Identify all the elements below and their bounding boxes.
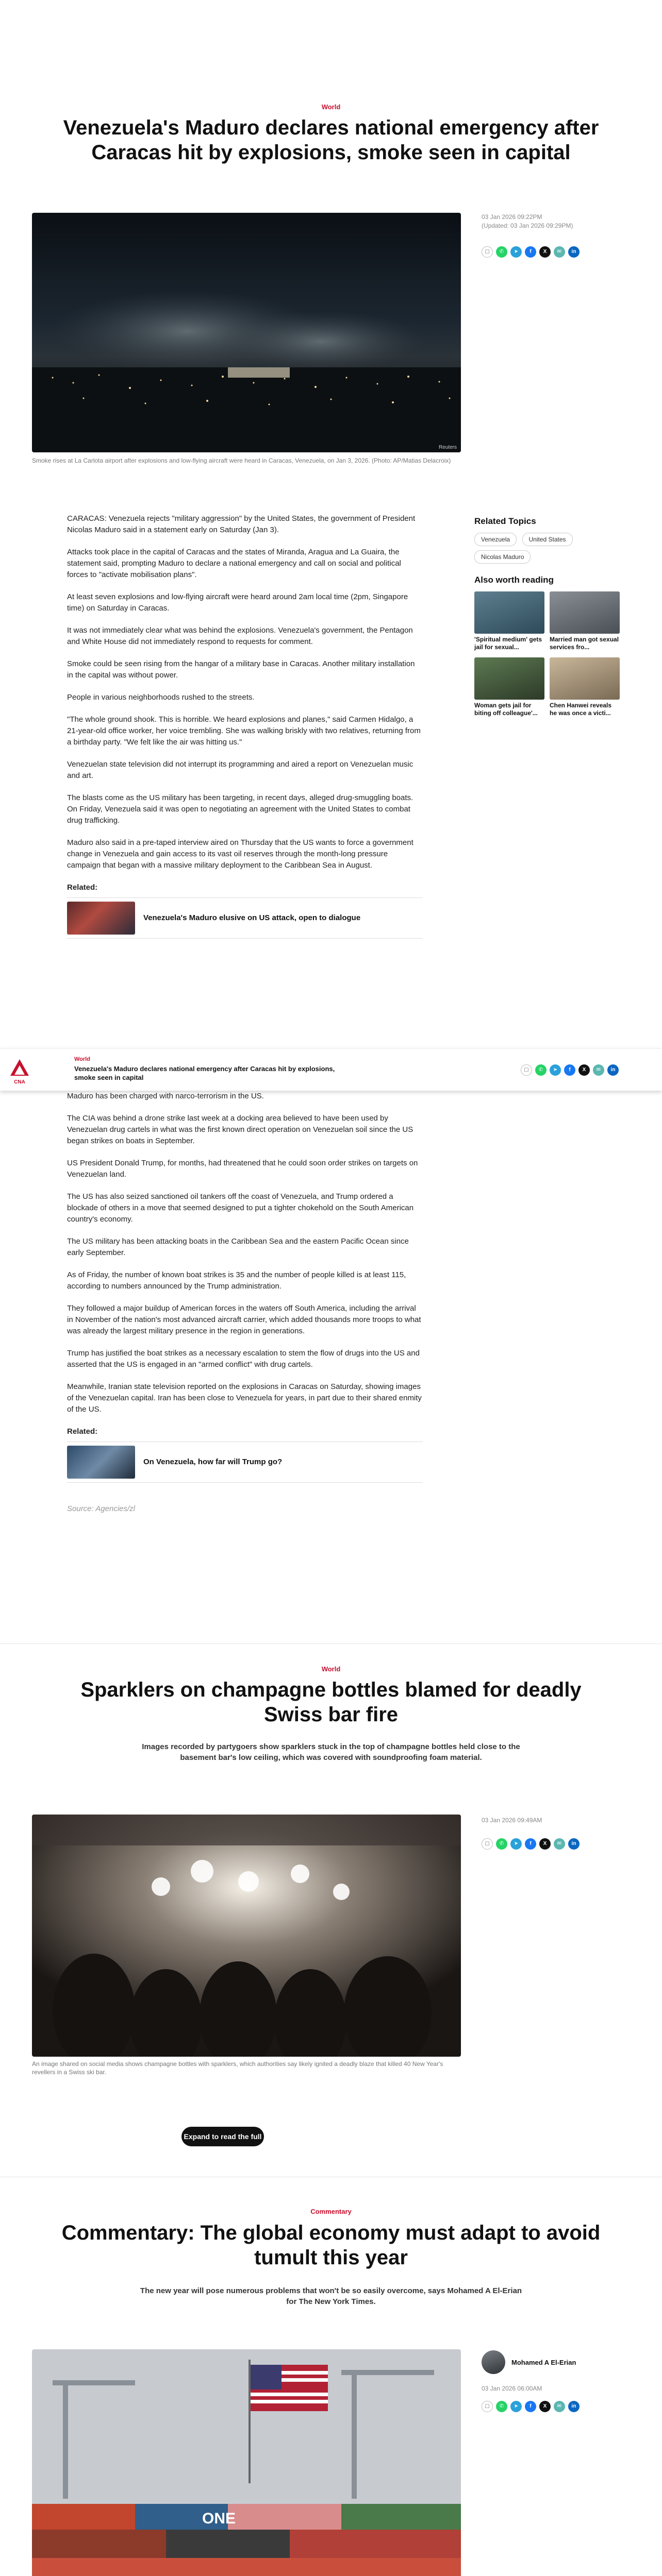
- recommended-title[interactable]: Married man got sexual services fro...: [550, 636, 619, 651]
- paragraph: Smoke could be seen rising from the hangar of a military base in Caracas. Another military installation in the capital was without power.: [67, 659, 415, 680]
- image-caption: Smoke rises at La Carlota airport after explosions and low-flying aircraft were heard in Caracas, Venezuela, on Jan 3, 2026. (Photo: AP/Matias Delacroix): [32, 457, 451, 464]
- topic-list: [474, 533, 620, 568]
- hero-image: [32, 2349, 461, 2576]
- sticky-article-bar: [0, 1048, 662, 1091]
- published-time: 03 Jan 2026 09:49AM: [482, 1817, 542, 1824]
- related-title[interactable]: On Venezuela, how far will Trump go?: [143, 1458, 283, 1466]
- facebook-icon[interactable]: f: [525, 246, 536, 258]
- linkedin-icon[interactable]: in: [568, 246, 580, 258]
- related-label: Related:: [67, 1427, 98, 1436]
- expand-story-button[interactable]: Expand to read the full story: [181, 2127, 264, 2146]
- whatsapp-icon[interactable]: ✆: [535, 1064, 547, 1076]
- share-bar: [482, 2401, 580, 2412]
- image-credit: Reuters: [438, 445, 457, 450]
- related-title[interactable]: Venezuela's Maduro elusive on US attack, open to dialogue: [143, 913, 361, 922]
- published-time: 03 Jan 2026 09:22PM: [482, 213, 542, 221]
- paragraph: The CIA was behind a drone strike last week at a docking area believed to have been used by Venezuelan drug cartels in what was the first known direct operation on Venezuelan soil since the US began strikes on boats in September.: [67, 1114, 413, 1145]
- cna-logo[interactable]: CNA: [8, 1058, 31, 1081]
- email-icon[interactable]: ✉: [554, 1838, 565, 1850]
- published-time: 03 Jan 2026 06:00AM: [482, 2385, 542, 2392]
- paragraph: "The whole ground shook. This is horrible. We heard explosions and planes," said Carmen Hidalgo, a 21-year-old office worker, her voice trembling. She was walking briskly with two relatives, returning from a birthday party. "We felt like the air was hitting us.": [67, 715, 421, 747]
- port-containers-photo: [32, 2349, 461, 2576]
- paragraph: US President Donald Trump, for months, had threatened that he could soon order strikes on targets on Venezuelan land.: [67, 1159, 418, 1179]
- recommended-item[interactable]: [474, 591, 544, 651]
- paragraph: As of Friday, the number of known boat strikes is 35 and the number of people killed is at least 115, according to numbers announced by the Trump administration.: [67, 1270, 406, 1291]
- article-headline: Venezuela's Maduro declares national emergency after Caracas hit by explosions, smoke seen in capital: [63, 116, 599, 164]
- recommended-item[interactable]: [474, 657, 544, 717]
- x-icon[interactable]: X: [539, 246, 551, 258]
- also-worth-reading-title: Also worth reading: [474, 575, 554, 585]
- email-icon[interactable]: ✉: [554, 246, 565, 258]
- linkedin-icon[interactable]: in: [568, 2401, 580, 2412]
- hero-image: [32, 1815, 461, 2057]
- article-category[interactable]: Commentary: [310, 2208, 352, 2215]
- article-timestamp: [482, 213, 573, 230]
- paragraph: Meanwhile, Iranian state television reported on the explosions in Caracas on Saturday, showing images of the Venezuelan capital. Iran has been close to Venezuela for years, in part due to their shared enmity of the US.: [67, 1382, 422, 1414]
- recommended-title[interactable]: Chen Hanwei reveals he was once a victi...: [550, 702, 612, 717]
- paragraph: People in various neighborhoods rushed to the streets.: [67, 693, 255, 702]
- linkedin-icon[interactable]: in: [607, 1064, 619, 1076]
- bookmark-icon[interactable]: ☐: [521, 1064, 532, 1076]
- paragraph: At least seven explosions and low-flying aircraft were heard around 2am local time (2pm, Singapore time) on Saturday in Caracas.: [67, 592, 408, 613]
- article-divider: [0, 1643, 662, 1644]
- article-category[interactable]: World: [321, 103, 341, 111]
- article-category[interactable]: World: [321, 1665, 341, 1673]
- related-thumbnail: [67, 902, 135, 935]
- sidebar: [474, 516, 620, 717]
- svg-text:ONE: ONE: [202, 2510, 236, 2527]
- author-block[interactable]: [482, 2350, 576, 2374]
- also-worth-reading-list: [474, 591, 620, 717]
- sticky-category[interactable]: World: [74, 1056, 90, 1062]
- paragraph: Maduro has been charged with narco-terrorism in the US.: [67, 1092, 264, 1100]
- facebook-icon[interactable]: f: [525, 1838, 536, 1850]
- paragraph: It was not immediately clear what was behind the explosions. Venezuela's government, the Pentagon and White House did not immediately respond to requests for comment.: [67, 626, 413, 646]
- article-body: [67, 513, 423, 939]
- related-topics-title: Related Topics: [474, 516, 536, 526]
- article-body-continued: [67, 1091, 423, 1515]
- paragraph: The US has also seized sanctioned oil tankers off the coast of Venezuela, and Trump ordered a blockade of others in a move that seemed designed to put a tighter chokehold on the South American country's economy.: [67, 1192, 414, 1224]
- paragraph: The US military has been attacking boats in the Caribbean Sea and the eastern Pacific Ocean since early September.: [67, 1237, 409, 1257]
- sticky-share-bar: [521, 1064, 619, 1076]
- facebook-icon[interactable]: f: [525, 2401, 536, 2412]
- hero-image: [32, 213, 461, 452]
- topic-tag[interactable]: Nicolas Maduro: [474, 550, 531, 564]
- recommended-item[interactable]: [550, 591, 620, 651]
- paragraph: Attacks took place in the capital of Caracas and the states of Miranda, Aragua and La Guaira, the statement said, prompting Maduro to declare a national emergency and call on social and political forces to "activate mobilisation plans".: [67, 548, 401, 579]
- bar-sparklers-photo: [32, 1815, 461, 2057]
- x-icon[interactable]: X: [539, 1838, 551, 1850]
- related-article[interactable]: [67, 1442, 423, 1483]
- article-headline: Commentary: The global economy must adapt to avoid tumult this year: [61, 2222, 601, 2269]
- paragraph: They followed a major buildup of American forces in the waters off South America, including the arrival in November of the nation's most advanced aircraft carrier, which added thousands more troops to what was already the largest military presence in the region in generations.: [67, 1304, 421, 1335]
- recommended-thumbnail: [474, 591, 544, 634]
- topic-tag[interactable]: United States: [522, 533, 573, 546]
- bookmark-icon[interactable]: ☐: [482, 1838, 493, 1850]
- article-headline: Sparklers on champagne bottles blamed for deadly Swiss bar fire: [80, 1679, 582, 1726]
- paragraph: Trump has justified the boat strikes as a necessary escalation to stem the flow of drugs into the US and asserted that the US is engaged in an "armed conflict" with drug cartels.: [67, 1349, 420, 1369]
- recommended-thumbnail: [550, 657, 620, 700]
- related-article[interactable]: [67, 897, 423, 939]
- article-summary: Images recorded by partygoers show sparklers stuck in the top of champagne bottles held close to the basement bar's low ceiling, which was covered with soundproofing foam material.: [142, 1742, 520, 1762]
- x-icon[interactable]: X: [578, 1064, 590, 1076]
- recommended-thumbnail: [474, 657, 544, 700]
- related-label: Related:: [67, 883, 98, 892]
- article-summary: The new year will pose numerous problems that won't be so easily overcome, says Mohamed A El-Erian for The New York Times.: [140, 2286, 522, 2306]
- telegram-icon[interactable]: ➤: [550, 1064, 561, 1076]
- updated-time: (Updated: 03 Jan 2026 09:29PM): [482, 222, 573, 229]
- telegram-icon[interactable]: ➤: [510, 246, 522, 258]
- share-bar: [482, 1838, 580, 1850]
- bookmark-icon[interactable]: ☐: [482, 246, 493, 258]
- x-icon[interactable]: X: [539, 2401, 551, 2412]
- bookmark-icon[interactable]: ☐: [482, 2401, 493, 2412]
- email-icon[interactable]: ✉: [593, 1064, 604, 1076]
- article-source: Source: Agencies/zl: [67, 1504, 136, 1513]
- recommended-thumbnail: [550, 591, 620, 634]
- email-icon[interactable]: ✉: [554, 2401, 565, 2412]
- whatsapp-icon[interactable]: ✆: [496, 1838, 507, 1850]
- share-bar: [482, 246, 580, 258]
- paragraph: CARACAS: Venezuela rejects "military aggression" by the United States, the government of President Nicolas Maduro said in a statement early on Saturday (Jan 3).: [67, 514, 416, 534]
- author-name[interactable]: Mohamed A El-Erian: [511, 2358, 576, 2366]
- recommended-title[interactable]: 'Spiritual medium' gets jail for sexual...: [474, 636, 542, 651]
- whatsapp-icon[interactable]: ✆: [496, 246, 507, 258]
- topic-tag[interactable]: Venezuela: [474, 533, 517, 546]
- sticky-headline: Venezuela's Maduro declares national emergency after Caracas hit by explosions, smoke seen in capital: [74, 1065, 335, 1081]
- facebook-icon[interactable]: f: [564, 1064, 575, 1076]
- paragraph: Venezuelan state television did not interrupt its programming and aired a report on Venezuelan music and art.: [67, 760, 413, 780]
- author-avatar: [482, 2350, 505, 2374]
- image-caption: An image shared on social media shows champagne bottles with sparklers, which authorities say likely ignited a deadly blaze that killed 40 New Year's revellers in a Swiss ski bar.: [32, 2060, 443, 2076]
- recommended-item[interactable]: [550, 657, 620, 717]
- night-city-photo: [32, 213, 461, 452]
- paragraph: Maduro also said in a pre-taped interview aired on Thursday that the US wants to force a government change in Venezuela and gain access to its vast oil reserves through the month-long pressure campaign that began with a massive military deployment to the Caribbean Sea in August.: [67, 838, 413, 870]
- telegram-icon[interactable]: ➤: [510, 1838, 522, 1850]
- whatsapp-icon[interactable]: ✆: [496, 2401, 507, 2412]
- telegram-icon[interactable]: ➤: [510, 2401, 522, 2412]
- linkedin-icon[interactable]: in: [568, 1838, 580, 1850]
- related-thumbnail: [67, 1446, 135, 1479]
- paragraph: The blasts come as the US military has been targeting, in recent days, alleged drug-smuggling boats. On Friday, Venezuela said it was open to negotiating an agreement with the United States to combat drug trafficking.: [67, 793, 413, 825]
- recommended-title[interactable]: Woman gets jail for biting off colleague'...: [474, 702, 538, 717]
